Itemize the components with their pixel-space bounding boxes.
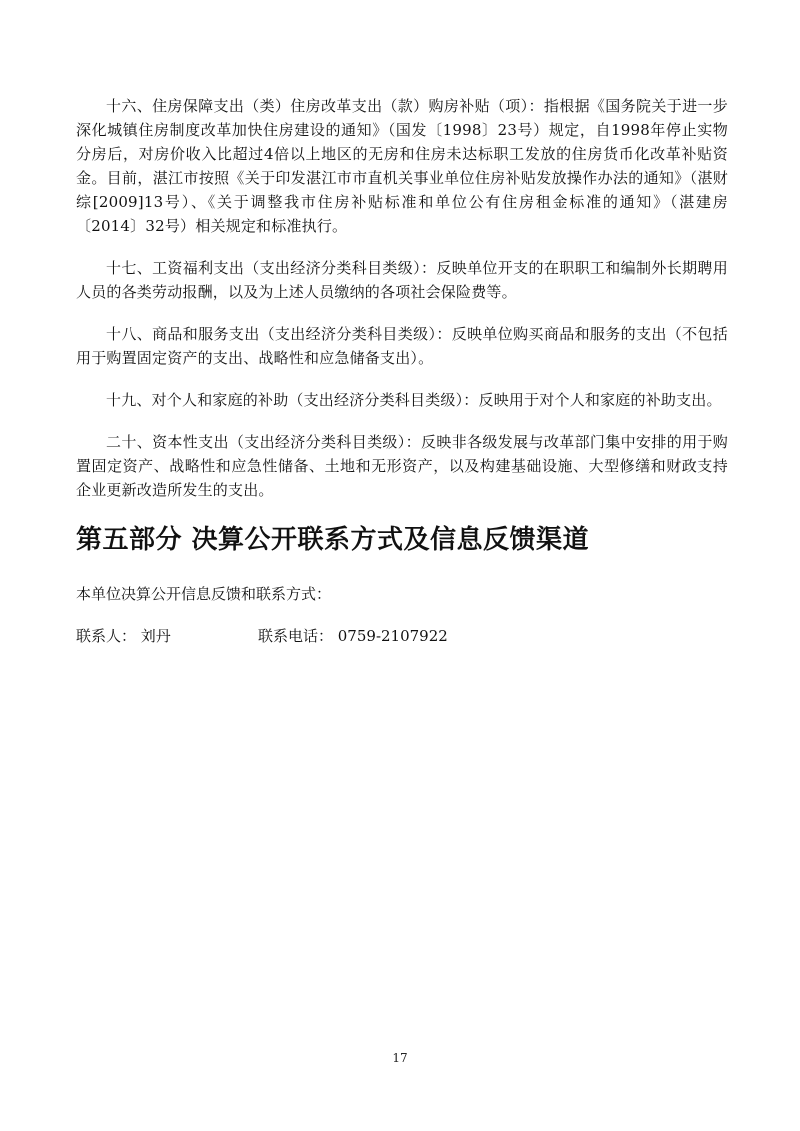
contact-intro: 本单位决算公开信息反馈和联系方式： [76, 585, 332, 603]
page-number: 17 [392, 1051, 408, 1065]
contact-person: 联系人： 刘丹 [76, 627, 171, 645]
section-heading: 第五部分 决算公开联系方式及信息反馈渠道 [76, 525, 590, 555]
paragraph-18-goods-services: 十八、商品和服务支出（支出经济分类科目类级）：反映单位购买商品和服务的支出（不包括用于购置固定资产的支出、战略性和应急储备支出）。 [76, 325, 728, 367]
paragraph-20-capital-expenditure: 二十、资本性支出（支出经济分类科目类级）：反映非各级发展与改革部门集中安排的用于购置固定资产、战略性和应急性储备、土地和无形资产，以及构建基础设施、大型修缮和财政支持企业更新改造所发生的支出。 [76, 433, 728, 499]
paragraph-19-individual-family-subsidy: 十九、对个人和家庭的补助（支出经济分类科目类级）：反映用于对个人和家庭的补助支出。 [106, 391, 722, 409]
paragraph-16-housing-subsidy: 十六、住房保障支出（类）住房改革支出（款）购房补贴（项）：指根据《国务院关于进一步深化城镇住房制度改革加快住房建设的通知》（国发〔1998〕23号）规定，自1998年停止实物分房后，对房价收入比超过4倍以上地区的无房和住房未达标职工发放的住房货币化改革补贴资金。目前，湛江市按照《关于印发湛江市市直机关事业单位住房补贴发放操作办法的通知》（湛财综[2009]13号）、《关于调整我市住房补贴标准和单位公有住房租金标准的通知》（湛建房〔2014〕32号）相关规定和标准执行。 [76, 97, 728, 235]
paragraph-17-wages-welfare: 十七、工资福利支出（支出经济分类科目类级）：反映单位开支的在职职工和编制外长期聘用人员的各类劳动报酬，以及为上述人员缴纳的各项社会保险费等。 [76, 259, 728, 301]
contact-info [76, 624, 728, 648]
page-content [76, 94, 728, 648]
contact-phone: 联系电话： 0759-2107922 [258, 627, 448, 645]
